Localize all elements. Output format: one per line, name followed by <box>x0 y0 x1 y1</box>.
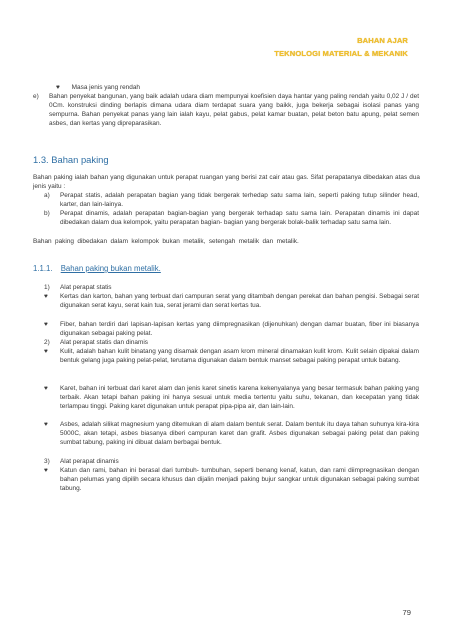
n1-text: Alat perapat statis <box>60 284 112 291</box>
bullet-kertas: Kertas dan karton, bahan yang terbuat dari campuran serat yang ditambah dengan perekat dan bahan pengisi. Sebagai serat digunakan serat kayu, serat kain tua, serat jerami dan serat kertas tua. <box>60 293 419 310</box>
n3-text: Alat perapat dinamis <box>60 458 119 465</box>
item-e-text: Bahan penyekat bangunan, yang baik adalah udara diam mempunyai koefisien daya hantar yang paling rendah yaitu 0,02 J / det 0Cm. konstruksi dinding berlapis dimana udara diam terdapat suara yang baikk, juga bekerja sebagai isolasi panas yang sempurna. Bahan penyekat panas yang lain ialah kayu, pelat gabus, pelat kamar buatan, pelat beton batu apung, pelat semen asbes, dan kertas yang dipreparasikan. <box>49 93 419 128</box>
bullet-mass: ♥ Masa jenis yang rendah <box>56 84 141 91</box>
bullet-katun: Katun dan rami, bahan ini berasal dari tumbuh- tumbuhan, seperti benang kenaf, katun, dan rami diimpregnasikan dengan bahan pelumas yang dipilih secara khusus dan dijalin menjadi paking bujur sangkar untuk digunakan sebagai paking sumbat tabung. <box>60 467 419 493</box>
heart-bullet-icon: ♥ <box>44 421 48 428</box>
section-intro: Bahan paking ialah bahan yang digunakan untuk perapat ruangan yang berisi zat cair atau gas. Sifat perapatanya dibedakan atas dua jenis yaitu : <box>33 174 420 191</box>
header-subtitle: TEKNOLOGI MATERIAL & MEKANIK <box>274 49 408 58</box>
bullet-fiber: Fiber, bahan terdiri dari lapisan-lapisan kertas yang diimpregnasikan (dijenuhkan) dengan damar buatan, fiber ini biasanya digunakan sebagai paking pelat. <box>60 321 419 338</box>
heart-bullet-icon: ♥ <box>44 467 48 474</box>
n3-label: 3) <box>44 458 50 465</box>
item-e-label: e) <box>33 93 39 100</box>
section-heading: 1.3. Bahan paking <box>33 154 109 165</box>
subsection-number: 1.1.1. <box>33 264 53 273</box>
bullet-asbes: Asbes, adalah silikat magnesium yang ditemukan di alam dalam bentuk serat. Dalam bentuk itu daya tahan suhunya kira-kira 5000C, akan tetapi, asbes biasanya diberi campuran karet dan grafit. Asbes digunakan sebagai paking pelat dan paking sumbat tabung, paking ini dibuat dalam berbagai bentuk. <box>60 421 419 447</box>
n1-label: 1) <box>44 284 50 291</box>
bullet-kulit: Kulit, adalah bahan kulit binatang yang disamak dengan asam krom mineral dinamakan kulit krom. Kulit selain dipakai dalam bentuk gelang juga paking pelat-pelat, terutama digunakan dalam bentuk manset sebagai paking perapat untuk batang. <box>60 348 419 365</box>
heart-bullet-icon: ♥ <box>44 321 48 328</box>
n2-label: 2) <box>44 339 50 346</box>
subsection-heading <box>33 264 161 274</box>
heart-bullet-icon: ♥ <box>44 385 48 392</box>
grouping-text: Bahan paking dibedakan dalam kelompok bukan metalik, setengah metalik dan metalik. <box>33 238 299 245</box>
heart-bullet-icon: ♥ <box>56 84 60 91</box>
n2-text: Alat perapat statis dan dinamis <box>60 339 149 346</box>
subsection-title: Bahan paking bukan metalik. <box>60 264 161 273</box>
item-a-text: Perapat statis, adalah perapatan bagian yang tidak bergerak terhedap satu sama lain, seperti paking tutup silinder head, karter, dan lain-lainya. <box>60 192 419 209</box>
heart-bullet-icon: ♥ <box>44 293 48 300</box>
bullet-karet: Karet, bahan ini terbuat dari karet alam dan jenis karet sinetis karena kekenyalanya yang besar termasuk bahan paking yang terbaik. Akan tetapi bahan paking ini hanya sesuai untuk media tertentu yaitu suhu, tekanan, dan kecepatan yang tidak terlampau tinggi. Paking karet digunakan untuk perapat pipa-pipa air, dan lain-lain. <box>60 385 419 411</box>
page-number: 79 <box>402 608 411 617</box>
heart-bullet-icon: ♥ <box>44 348 48 355</box>
header-title: BAHAN AJAR <box>357 36 408 45</box>
item-b-label: b) <box>44 210 50 217</box>
item-a-label: a) <box>44 192 50 199</box>
item-b-text: Perapat dinamis, adalah perapatan bagian-bagian yang bergerak terhadap satu sama lain. Perapatan dinamis ini dapat dibedakan dalam dua kelompok, yaitu perapatan bagian- bagian yang bergerak bolak-balik terhadap satu sama lain. <box>60 210 419 227</box>
